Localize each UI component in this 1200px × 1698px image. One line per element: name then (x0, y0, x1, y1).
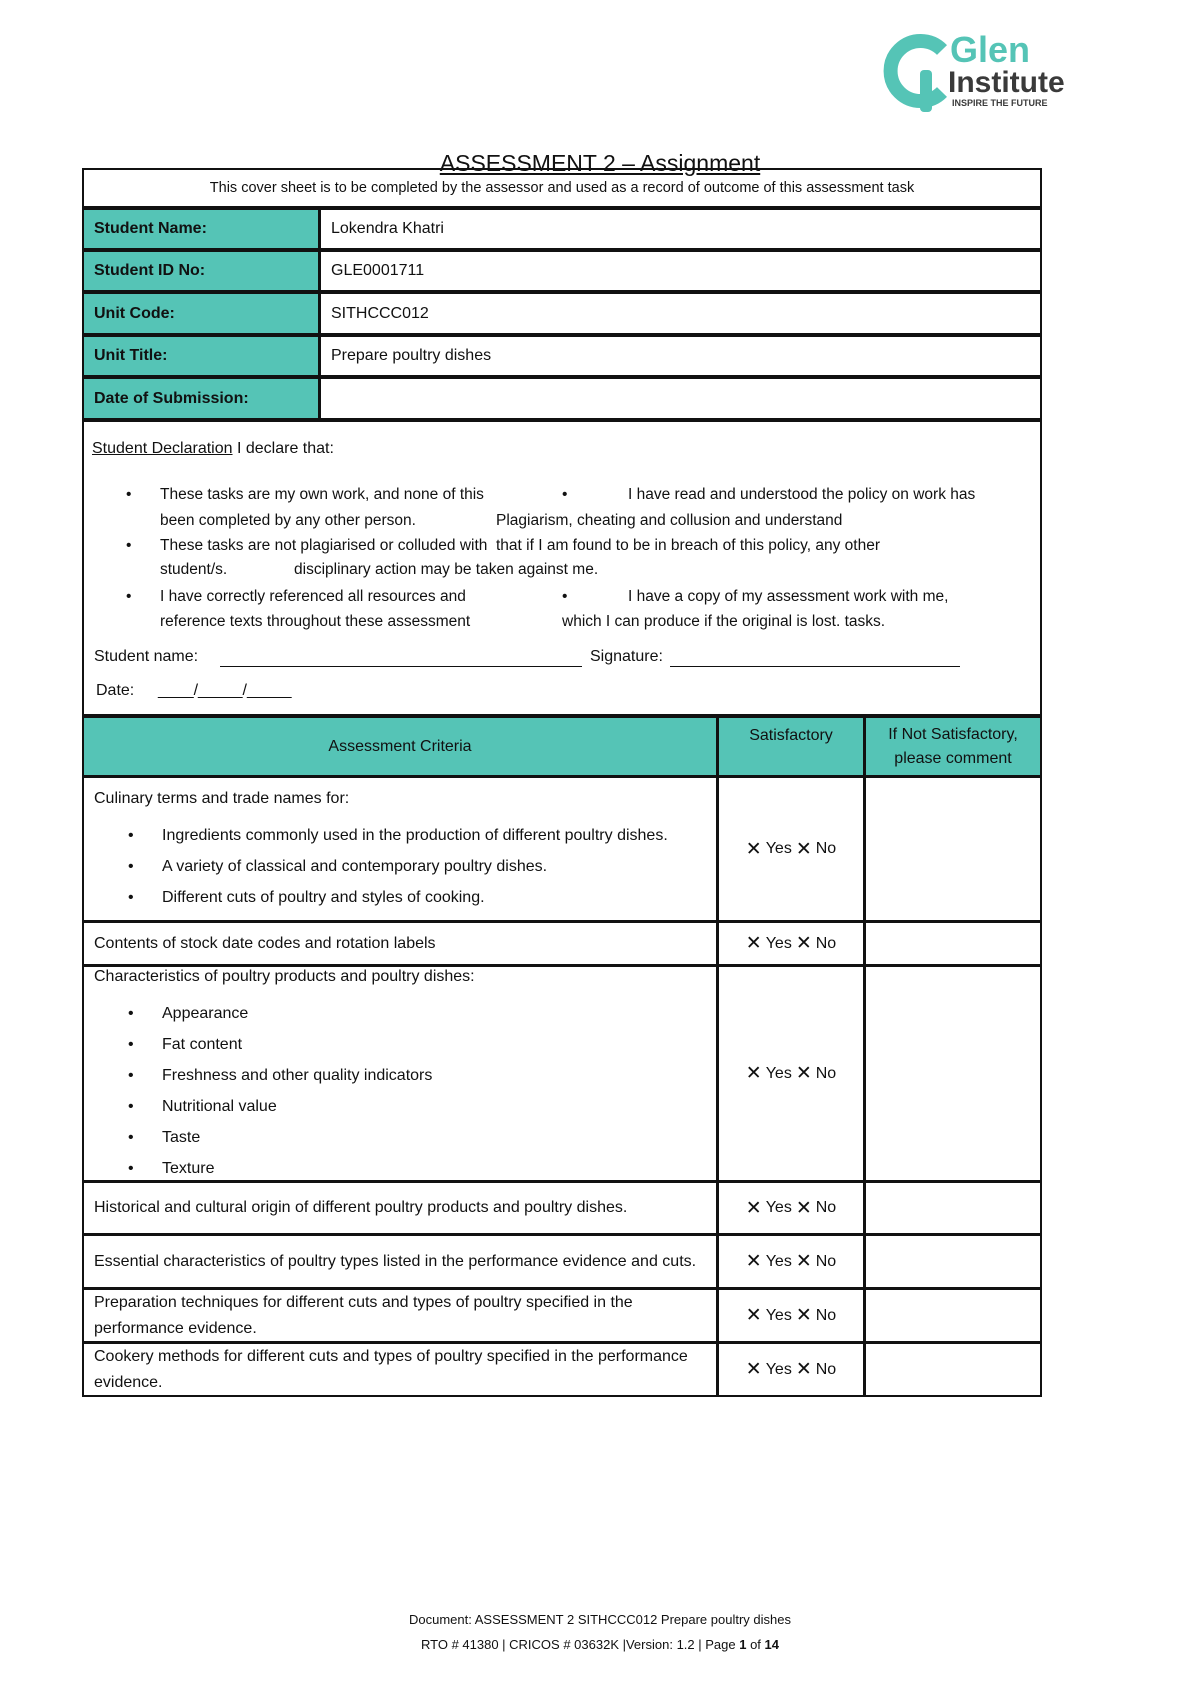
declaration-left-line: These tasks are my own work, and none of this (160, 486, 484, 503)
yes-label: Yes (765, 840, 792, 857)
page-title: ASSESSMENT 2 – Assignment (439, 150, 761, 176)
satisfactory-cell (717, 1342, 865, 1397)
satisfactory-cell (717, 1181, 865, 1235)
satisfactory-cell (717, 921, 865, 966)
criteria-row (82, 1234, 718, 1289)
satisfactory-cell (717, 1288, 865, 1343)
criteria-text: Preparation techniques for different cuts and types of poultry specified in the performance evidence. (94, 1293, 633, 1337)
no-label: No (815, 1306, 837, 1324)
student-name-label: Student name: (94, 648, 199, 665)
no-checkbox-icon[interactable]: ✕ (795, 933, 812, 954)
no-checkbox-icon[interactable]: ✕ (795, 838, 812, 860)
declaration-title: Student Declaration (92, 440, 233, 457)
no-checkbox-icon[interactable]: ✕ (795, 1063, 812, 1084)
student-declaration (82, 420, 1042, 716)
yes-label: Yes (765, 1252, 792, 1270)
date-blank[interactable]: ____/_____/_____ (158, 682, 292, 699)
no-checkbox-icon[interactable]: ✕ (795, 1305, 812, 1326)
declaration-left-line: student/s. (160, 561, 228, 578)
satisfactory-cell (717, 965, 865, 1182)
no-checkbox-icon[interactable]: ✕ (795, 1251, 812, 1272)
bullet: • (562, 588, 568, 605)
field-label: Unit Title: (82, 335, 320, 377)
criteria-text: Historical and cultural origin of different poultry products and poultry dishes. (94, 1199, 628, 1216)
footer-document: Document: ASSESSMENT 2 SITHCCC012 Prepare poultry dishes (409, 1612, 791, 1627)
declaration-right-line: I have a copy of my assessment work with me, (628, 588, 949, 605)
comment-cell[interactable] (864, 965, 1042, 1182)
declaration-heading (92, 440, 334, 458)
svg-text:INSPIRE THE FUTURE: INSPIRE THE FUTURE (952, 98, 1048, 108)
yes-label: Yes (765, 1306, 792, 1324)
declaration-left-line: been completed by any other person. (160, 512, 416, 529)
criteria-bullet: • Freshness and other quality indicators (94, 1060, 432, 1091)
yes-checkbox-icon[interactable]: ✕ (745, 933, 762, 954)
svg-text:Glen: Glen (950, 30, 1031, 70)
header-comment: If Not Satisfactory, please comment (864, 716, 1042, 777)
comment-cell[interactable] (864, 1181, 1042, 1235)
declaration-right-line: that if I am found to be in breach of this policy, any other (496, 537, 880, 554)
comment-cell[interactable] (864, 1342, 1042, 1397)
header-satisfactory: Satisfactory (717, 716, 865, 777)
yes-checkbox-icon[interactable]: ✕ (745, 1251, 762, 1272)
signature-line[interactable] (670, 666, 960, 667)
no-label: No (815, 840, 837, 857)
criteria-bullets (94, 998, 432, 1184)
bullet: • (126, 588, 132, 605)
footer-info (0, 1637, 1200, 1652)
footer-of: of (746, 1637, 765, 1652)
field-label: Student Name: (82, 208, 320, 250)
yes-checkbox-icon[interactable]: ✕ (745, 838, 762, 860)
yes-label: Yes (765, 1199, 792, 1216)
declaration-right-line: I have read and understood the policy on work has (628, 486, 976, 503)
declaration-left-line: These tasks are not plagiarised or colluded with (160, 537, 488, 554)
criteria-text: Characteristics of poultry products and poultry dishes: (94, 967, 475, 985)
field-value[interactable]: Prepare poultry dishes (319, 335, 1042, 377)
comment-cell[interactable] (864, 1288, 1042, 1343)
criteria-bullets (94, 820, 668, 913)
yes-checkbox-icon[interactable]: ✕ (745, 1197, 762, 1219)
no-checkbox-icon[interactable]: ✕ (795, 1359, 812, 1380)
criteria-text: Essential characteristics of poultry types listed in the performance evidence and cuts. (94, 1252, 697, 1270)
criteria-bullet: • Taste (94, 1122, 432, 1153)
declaration-right-line: Plagiarism, cheating and collusion and understand (496, 512, 843, 529)
comment-cell[interactable] (864, 1234, 1042, 1289)
no-label: No (815, 1199, 837, 1216)
declaration-right-line: which I can produce if the original is lost. tasks. (562, 613, 886, 630)
declaration-right-line: disciplinary action may be taken against me. (294, 561, 599, 578)
field-label: Student ID No: (82, 250, 320, 292)
bullet: • (562, 486, 568, 503)
criteria-row (82, 1181, 718, 1235)
satisfactory-cell (717, 1234, 865, 1289)
no-checkbox-icon[interactable]: ✕ (795, 1197, 812, 1219)
bullet: • (126, 486, 132, 503)
criteria-text: Contents of stock date codes and rotation labels (94, 934, 436, 952)
criteria-row (82, 776, 718, 922)
date-label: Date: (96, 682, 135, 699)
field-value[interactable]: SITHCCC012 (319, 292, 1042, 335)
yes-label: Yes (765, 1360, 792, 1378)
no-label: No (815, 1252, 837, 1270)
no-label: No (815, 934, 837, 952)
glen-institute-logo (880, 30, 1090, 115)
svg-text:Institute: Institute (948, 66, 1065, 99)
criteria-row (82, 1342, 718, 1397)
declaration-left-line: reference texts throughout these assessment (160, 613, 471, 630)
criteria-bullet: • Texture (94, 1153, 432, 1184)
criteria-row (82, 965, 718, 1182)
no-label: No (815, 1064, 837, 1082)
student-name-line[interactable] (220, 666, 582, 667)
yes-checkbox-icon[interactable]: ✕ (745, 1359, 762, 1380)
field-label: Unit Code: (82, 292, 320, 335)
field-label: Date of Submission: (82, 377, 320, 420)
footer-prefix: RTO # 41380 | CRICOS # 03632K |Version: 1.2 | Page (420, 1637, 740, 1652)
criteria-bullet: • Appearance (94, 998, 432, 1029)
yes-checkbox-icon[interactable]: ✕ (745, 1305, 762, 1326)
comment-cell[interactable] (864, 776, 1042, 922)
criteria-bullet: • Different cuts of poultry and styles of cooking. (94, 882, 668, 913)
cover-note: This cover sheet is to be completed by the assessor and used as a record of outcome of this assessment task (82, 168, 1042, 208)
signature-label: Signature: (590, 648, 663, 665)
field-value[interactable]: GLE0001711 (319, 250, 1042, 292)
bullet: • (126, 537, 132, 554)
declaration-left-line: I have correctly referenced all resources and (160, 588, 466, 605)
declaration-suffix: I declare that: (232, 440, 334, 457)
satisfactory-cell (717, 776, 865, 922)
page-total: 14 (764, 1637, 779, 1652)
page-number: 1 (739, 1637, 747, 1652)
yes-label: Yes (765, 1064, 792, 1082)
yes-label: Yes (765, 934, 792, 952)
yes-checkbox-icon[interactable]: ✕ (745, 1063, 762, 1084)
criteria-row (82, 921, 718, 966)
comment-cell[interactable] (864, 921, 1042, 966)
criteria-text: Culinary terms and trade names for: (94, 789, 350, 807)
criteria-bullet: • A variety of classical and contemporary poultry dishes. (94, 851, 668, 882)
header-assessment-criteria: Assessment Criteria (82, 716, 718, 777)
criteria-row (82, 1288, 718, 1343)
criteria-bullet: • Fat content (94, 1029, 432, 1060)
field-value[interactable] (319, 377, 1042, 420)
field-value[interactable]: Lokendra Khatri (319, 208, 1042, 250)
criteria-text: Cookery methods for different cuts and types of poultry specified in the performance evidence. (94, 1347, 688, 1391)
no-label: No (815, 1360, 837, 1378)
criteria-bullet: • Ingredients commonly used in the production of different poultry dishes. (94, 820, 668, 851)
criteria-bullet: • Nutritional value (94, 1091, 432, 1122)
